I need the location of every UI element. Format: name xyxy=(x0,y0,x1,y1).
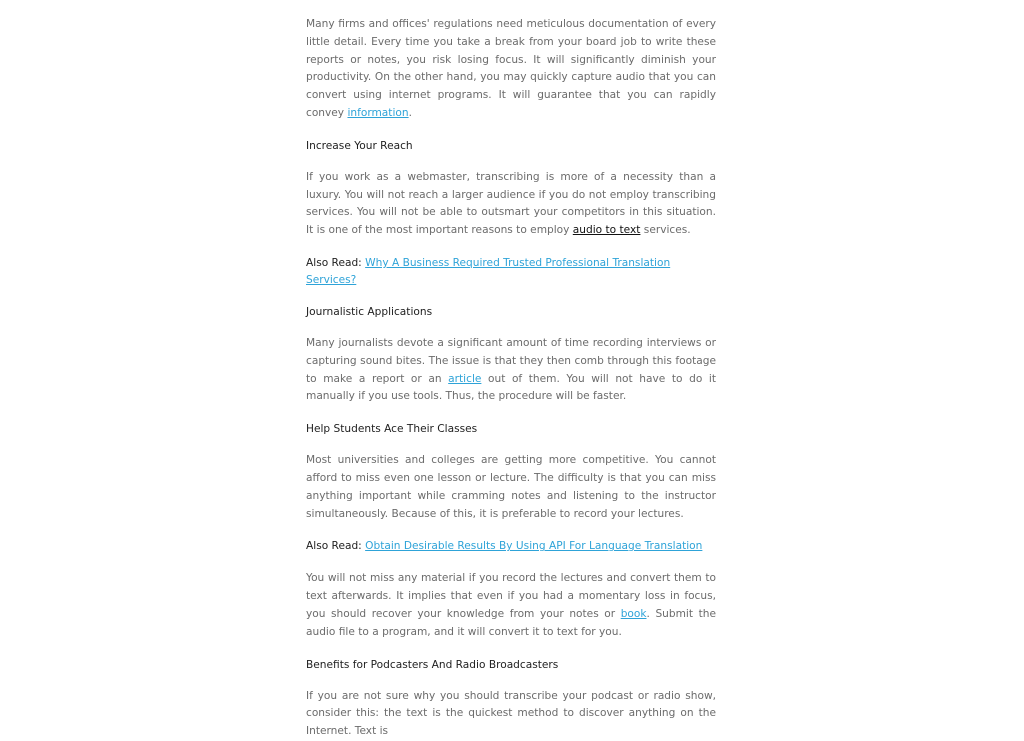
also-read-translation-services xyxy=(306,255,716,289)
paragraph-lectures: You will not miss any material if you record the lectures and convert them to text afterwards. It implies that even if you had a momentary loss in focus, you should recover your knowledge from your notes or book. Submit the audio file to a program, and it will convert it to text for you. xyxy=(306,572,716,638)
paragraph-documentation: Many firms and offices' regulations need meticulous documentation of every little detail. Every time you take a break from your board job to write these reports or notes, you risk losing focus. It will significantly diminish your productivity. On the other hand, you may quickly capture audio that you can convert using internet programs. It will guarantee that you can rapidly convey information. xyxy=(306,18,716,119)
information-link[interactable]: information xyxy=(347,106,409,119)
paragraph-podcast: If you are not sure why you should transcribe your podcast or radio show, consider this: the text is the quickest method to discover anything on the Internet. Text is xyxy=(306,689,716,738)
paragraph-journalists: Many journalists devote a significant amount of time recording interviews or capturing sound bites. The issue is that they then comb through this footage to make a report or an article out of them. You will not have to do it manually if you use tools. Thus, the procedure will be faster. xyxy=(306,336,716,403)
audio-to-text-link[interactable]: audio to text xyxy=(572,224,641,237)
heading-journalistic: Journalistic Applications xyxy=(306,305,433,318)
also-read-label: Also Read: xyxy=(306,256,366,269)
also-read-label: Also Read: xyxy=(306,540,366,553)
heading-podcasters: Benefits for Podcasters And Radio Broadcasters xyxy=(306,658,559,671)
also-read-api-translation xyxy=(306,538,716,555)
api-translation-link[interactable]: Obtain Desirable Results By Using API For Language Translation xyxy=(365,540,703,553)
article-link[interactable]: article xyxy=(448,372,482,385)
heading-help-students: Help Students Ace Their Classes xyxy=(306,423,478,436)
translation-services-link[interactable]: Why A Business Required Trusted Professional Translation Services? xyxy=(306,256,671,286)
paragraph-universities: Most universities and colleges are getting more competitive. You cannot afford to miss even one lesson or lecture. The difficulty is that you can miss anything important while cramming notes and listening to the instructor simultaneously. Because of this, it is preferable to record your lectures. xyxy=(306,454,716,520)
article-body xyxy=(306,16,716,741)
book-link[interactable]: book xyxy=(620,607,647,620)
heading-increase-reach: Increase Your Reach xyxy=(306,139,413,152)
paragraph-webmaster: If you work as a webmaster, transcribing is more of a necessity than a luxury. You will not reach a larger audience if you do not employ transcribing services. You will not be able to outsmart your competitors in this situation. It is one of the most important reasons to employ audio to text services. xyxy=(306,170,716,237)
